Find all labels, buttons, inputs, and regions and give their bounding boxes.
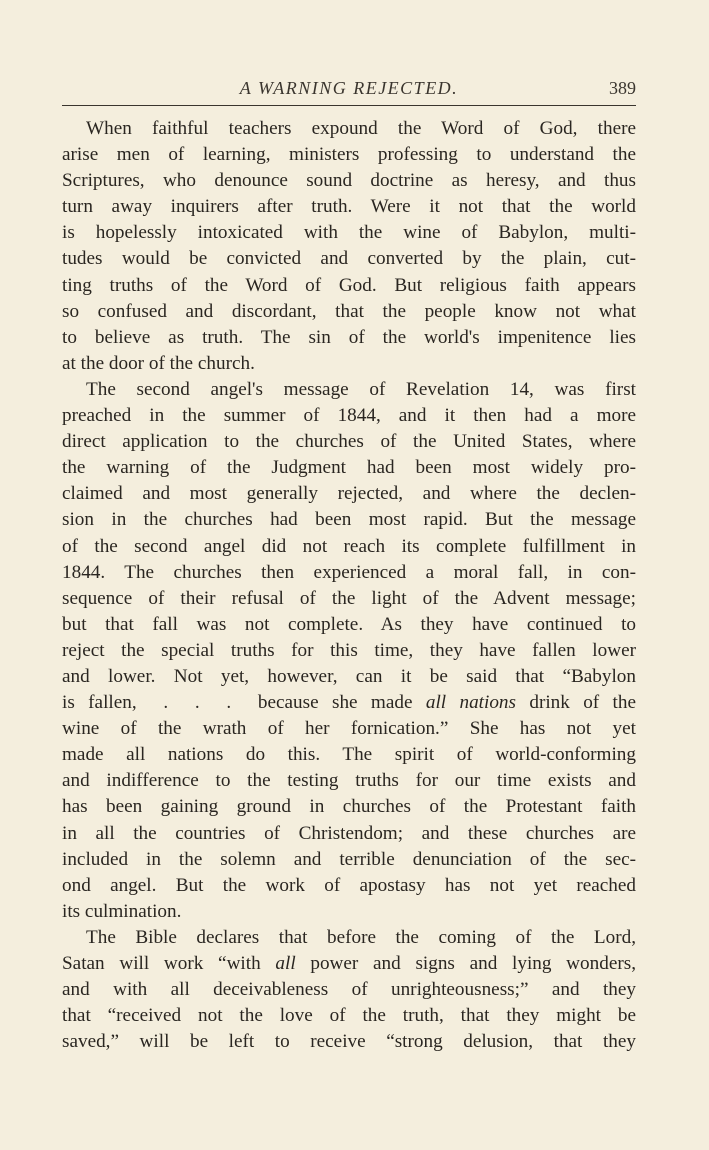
text-line: the warning of the Judgment had been most widely pro- [62, 457, 636, 479]
text-line: of the second angel did not reach its complete fulfillment in [62, 535, 636, 557]
text-line: tudes would be convicted and converted by the plain, cut- [62, 248, 636, 270]
text-line: ting truths of the Word of God. But religious faith appears [62, 274, 636, 296]
text-line: so confused and discordant, that the people know not what [62, 300, 636, 322]
text-line: included in the solemn and terrible denunciation of the sec- [62, 848, 636, 870]
text-line: sion in the churches had been most rapid. But the message [62, 509, 636, 531]
text-line: made all nations do this. The spirit of world-conforming [62, 744, 636, 766]
text-line: arise men of learning, ministers professing to understand the [62, 144, 636, 166]
running-title: A WARNING REJECTED. [239, 78, 459, 98]
page-number: 389 [609, 78, 636, 98]
text-line: and with all deceivableness of unrighteousness;” and they [62, 979, 636, 1001]
text-line: The Bible declares that before the coming of the Lord, [86, 926, 636, 948]
text-line: sequence of their refusal of the light of the Advent message; [62, 587, 636, 609]
text-line: direct application to the churches of the United States, where [62, 431, 636, 453]
text-line: has been gaining ground in churches of the Protestant faith [62, 796, 636, 818]
text-line: is hopelessly intoxicated with the wine of Babylon, multi- [62, 222, 636, 244]
text-line: in all the countries of Christendom; and these churches are [62, 822, 636, 844]
text-line: The second angel's message of Revelation 14, was first [86, 378, 636, 400]
body-text [62, 116, 636, 1055]
text-line-italic: Satan will work “with all power and signs and lying wonders, [62, 953, 636, 974]
text-line-italic: is fallen, . . . because she made all nations drink of the [62, 692, 636, 714]
text-line: ond angel. But the work of apostasy has not yet reached [62, 874, 636, 896]
text-line: claimed and most generally rejected, and where the declen- [62, 483, 636, 505]
text-line: preached in the summer of 1844, and it then had a more [62, 405, 636, 427]
text-line: turn away inquirers after truth. Were it not that the world [62, 196, 636, 218]
page-header [62, 78, 636, 104]
text-line: 1844. The churches then experienced a moral fall, in con- [62, 561, 636, 583]
text-line: Scriptures, who denounce sound doctrine as heresy, and thus [62, 170, 636, 192]
text-line: When faithful teachers expound the Word of God, there [86, 118, 636, 139]
text-line: its culmination. [62, 900, 182, 922]
text-line: to believe as truth. The sin of the world's impenitence lies [62, 326, 636, 348]
text-line: saved,” will be left to receive “strong delusion, that they [62, 1031, 636, 1053]
text-line: and lower. Not yet, however, can it be said that “Babylon [62, 665, 636, 687]
text-line: and indifference to the testing truths for our time exists and [62, 770, 636, 792]
text-line: at the door of the church. [62, 352, 255, 374]
text-line: wine of the wrath of her fornication.” She has not yet [62, 718, 636, 740]
text-line: that “received not the love of the truth, that they might be [62, 1005, 636, 1027]
header-rule [62, 105, 636, 106]
text-line: reject the special truths for this time, they have fallen lower [62, 639, 636, 661]
text-line: but that fall was not complete. As they have continued to [62, 613, 636, 635]
